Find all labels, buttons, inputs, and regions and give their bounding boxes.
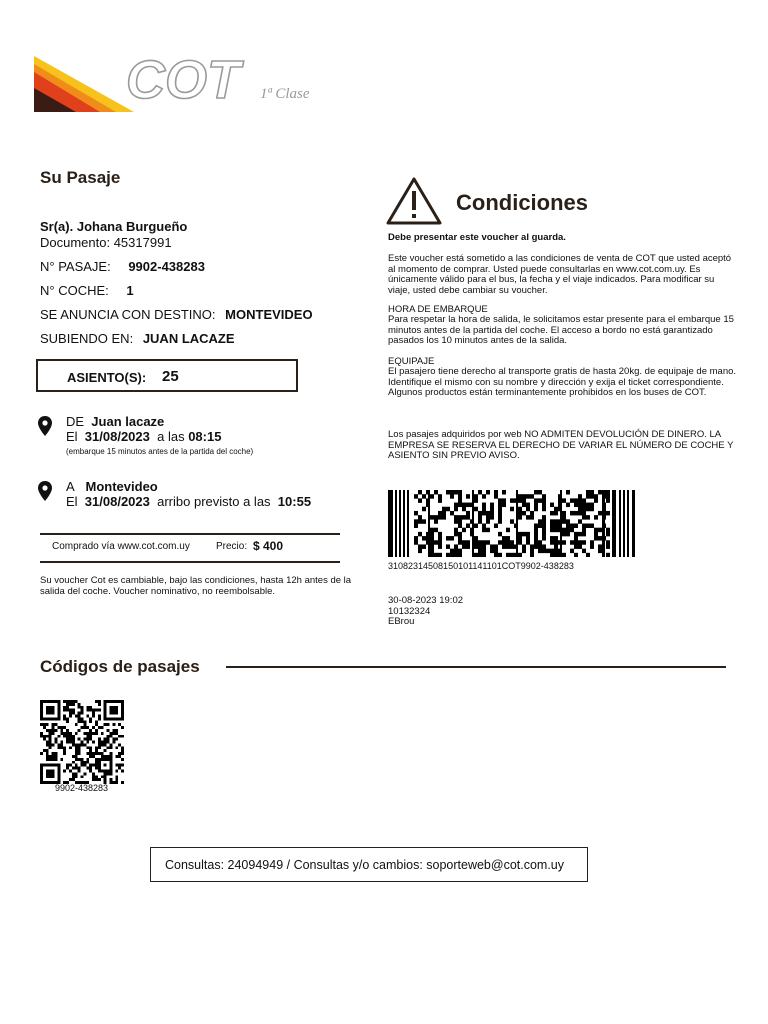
origin-time-line (66, 429, 253, 444)
destino-label: SE ANUNCIA CON DESTINO: (40, 307, 216, 322)
subiendo-row (40, 331, 235, 346)
location-pin-icon (38, 416, 52, 436)
seat-value: 25 (162, 368, 179, 385)
location-pin-icon (38, 481, 52, 501)
origin-date: 31/08/2023 (84, 429, 150, 444)
destination-place: Montevideo (85, 479, 158, 494)
issue-datetime: 30-08-2023 19:02 (388, 595, 464, 606)
destination-line (66, 479, 311, 494)
coche-value: 1 (126, 283, 134, 298)
conditions-paragraph-2: Para respetar la hora de salida, le solicitamos estar presente para el embarque 15 minutos antes de la partida del coche. El acceso a bordo no está garantizado pasados los 10 minutos antes de la salida. (388, 314, 734, 346)
price-value: $ 400 (253, 539, 284, 553)
pasaje-label: N° PASAJE: (40, 259, 111, 274)
destino-value: MONTEVIDEO (225, 307, 313, 322)
logo-wordmark: COT (126, 50, 240, 110)
contact-text: Consultas: 24094949 / Consultas y/o cambios: soporteweb@cot.com.uy (165, 858, 565, 872)
seat-box (36, 359, 298, 392)
conditions-paragraph-3: El pasajero tiene derecho al transporte gratis de hasta 20kg. de equipaje de mano. Identifique el mismo con su nombre y dirección y exija el ticket correspondiente. Algunos productos están terminantemente prohibidos en los buses de COT. (388, 366, 737, 398)
conditions-heading-embarque: HORA DE EMBARQUE (388, 304, 488, 315)
cot-logo (34, 50, 334, 116)
logo-class: 1ª Clase (260, 86, 310, 102)
subiendo-value: JUAN LACAZE (142, 331, 235, 346)
coche-row (40, 283, 134, 298)
seat-label: ASIENTO(S): (67, 370, 147, 385)
destination-time-line (66, 494, 311, 509)
conditions-must-present: Debe presentar este voucher al guarda. (388, 232, 566, 243)
destination-time: 10:55 (277, 494, 312, 509)
passenger-document: Documento: 45317991 (40, 235, 172, 250)
subiendo-label: SUBIENDO EN: (40, 331, 134, 346)
qr-label: 9902-438283 (55, 783, 109, 793)
destination-prefix: A (66, 479, 75, 494)
pasaje-number-row (40, 259, 205, 274)
price-box (40, 533, 340, 563)
coche-label: N° COCHE: (40, 283, 109, 298)
issue-code: 10132324 (388, 605, 431, 617)
destination-el: El (66, 494, 78, 509)
barcode-image (388, 490, 636, 557)
voucher-note: Su voucher Cot es cambiable, bajo las condiciones, hasta 12h antes de la salida del coche. Voucher nominativo, no reembolsable. (40, 575, 352, 597)
qr-code-image (40, 700, 124, 784)
origin-block (66, 414, 253, 459)
origin-note: (embarque 15 minutos antes de la partida del coche) (66, 447, 254, 456)
contact-box (150, 847, 588, 882)
origin-time: 08:15 (188, 429, 222, 444)
conditions-paragraph-4: Los pasajes adquiridos por web NO ADMITEN DEVOLUCIÓN DE DINERO. LA EMPRESA SE RESERVA EL DERECHO DE VARIAR EL NÚMERO DE COCHE Y ASIENTO SIN PREVIO AVISO. (388, 429, 734, 461)
passenger-name: Sr(a). Johana Burgueño (40, 219, 188, 234)
barcode-number: 31082314508150101141101COT9902-438283 (388, 561, 574, 571)
origin-prefix: DE (66, 414, 85, 429)
origin-el: El (66, 429, 78, 444)
conditions-paragraph-1: Este voucher está sometido a las condiciones de venta de COT que usted aceptó al momento de comprar. Usted puede consultarlas en www.cot.com.uy. Es únicamente válido para el bus, la fecha y el viaje indicados. Para modificar su viaje, usted debe cambiar su voucher. (388, 253, 732, 296)
price-label: Precio: (216, 541, 248, 552)
issue-meta (388, 596, 463, 628)
origin-mid: a las (157, 429, 185, 444)
origin-line (66, 414, 253, 429)
origin-place: Juan lacaze (91, 414, 165, 429)
destination-block (66, 479, 311, 509)
pasaje-value: 9902-438283 (128, 259, 205, 274)
conditions-heading-equipaje: EQUIPAJE (388, 356, 435, 367)
destino-row (40, 307, 313, 322)
warning-triangle-icon (386, 177, 442, 225)
issue-user: EBrou (388, 616, 415, 627)
codes-divider (226, 666, 726, 668)
destination-date: 31/08/2023 (84, 494, 150, 509)
codes-title: Códigos de pasajes (40, 657, 200, 676)
purchase-via: Comprado vía www.cot.com.uy (52, 541, 190, 552)
destination-mid: arribo previsto a las (157, 494, 271, 509)
conditions-title: Condiciones (456, 190, 589, 215)
section-title-pasaje: Su Pasaje (40, 168, 121, 187)
